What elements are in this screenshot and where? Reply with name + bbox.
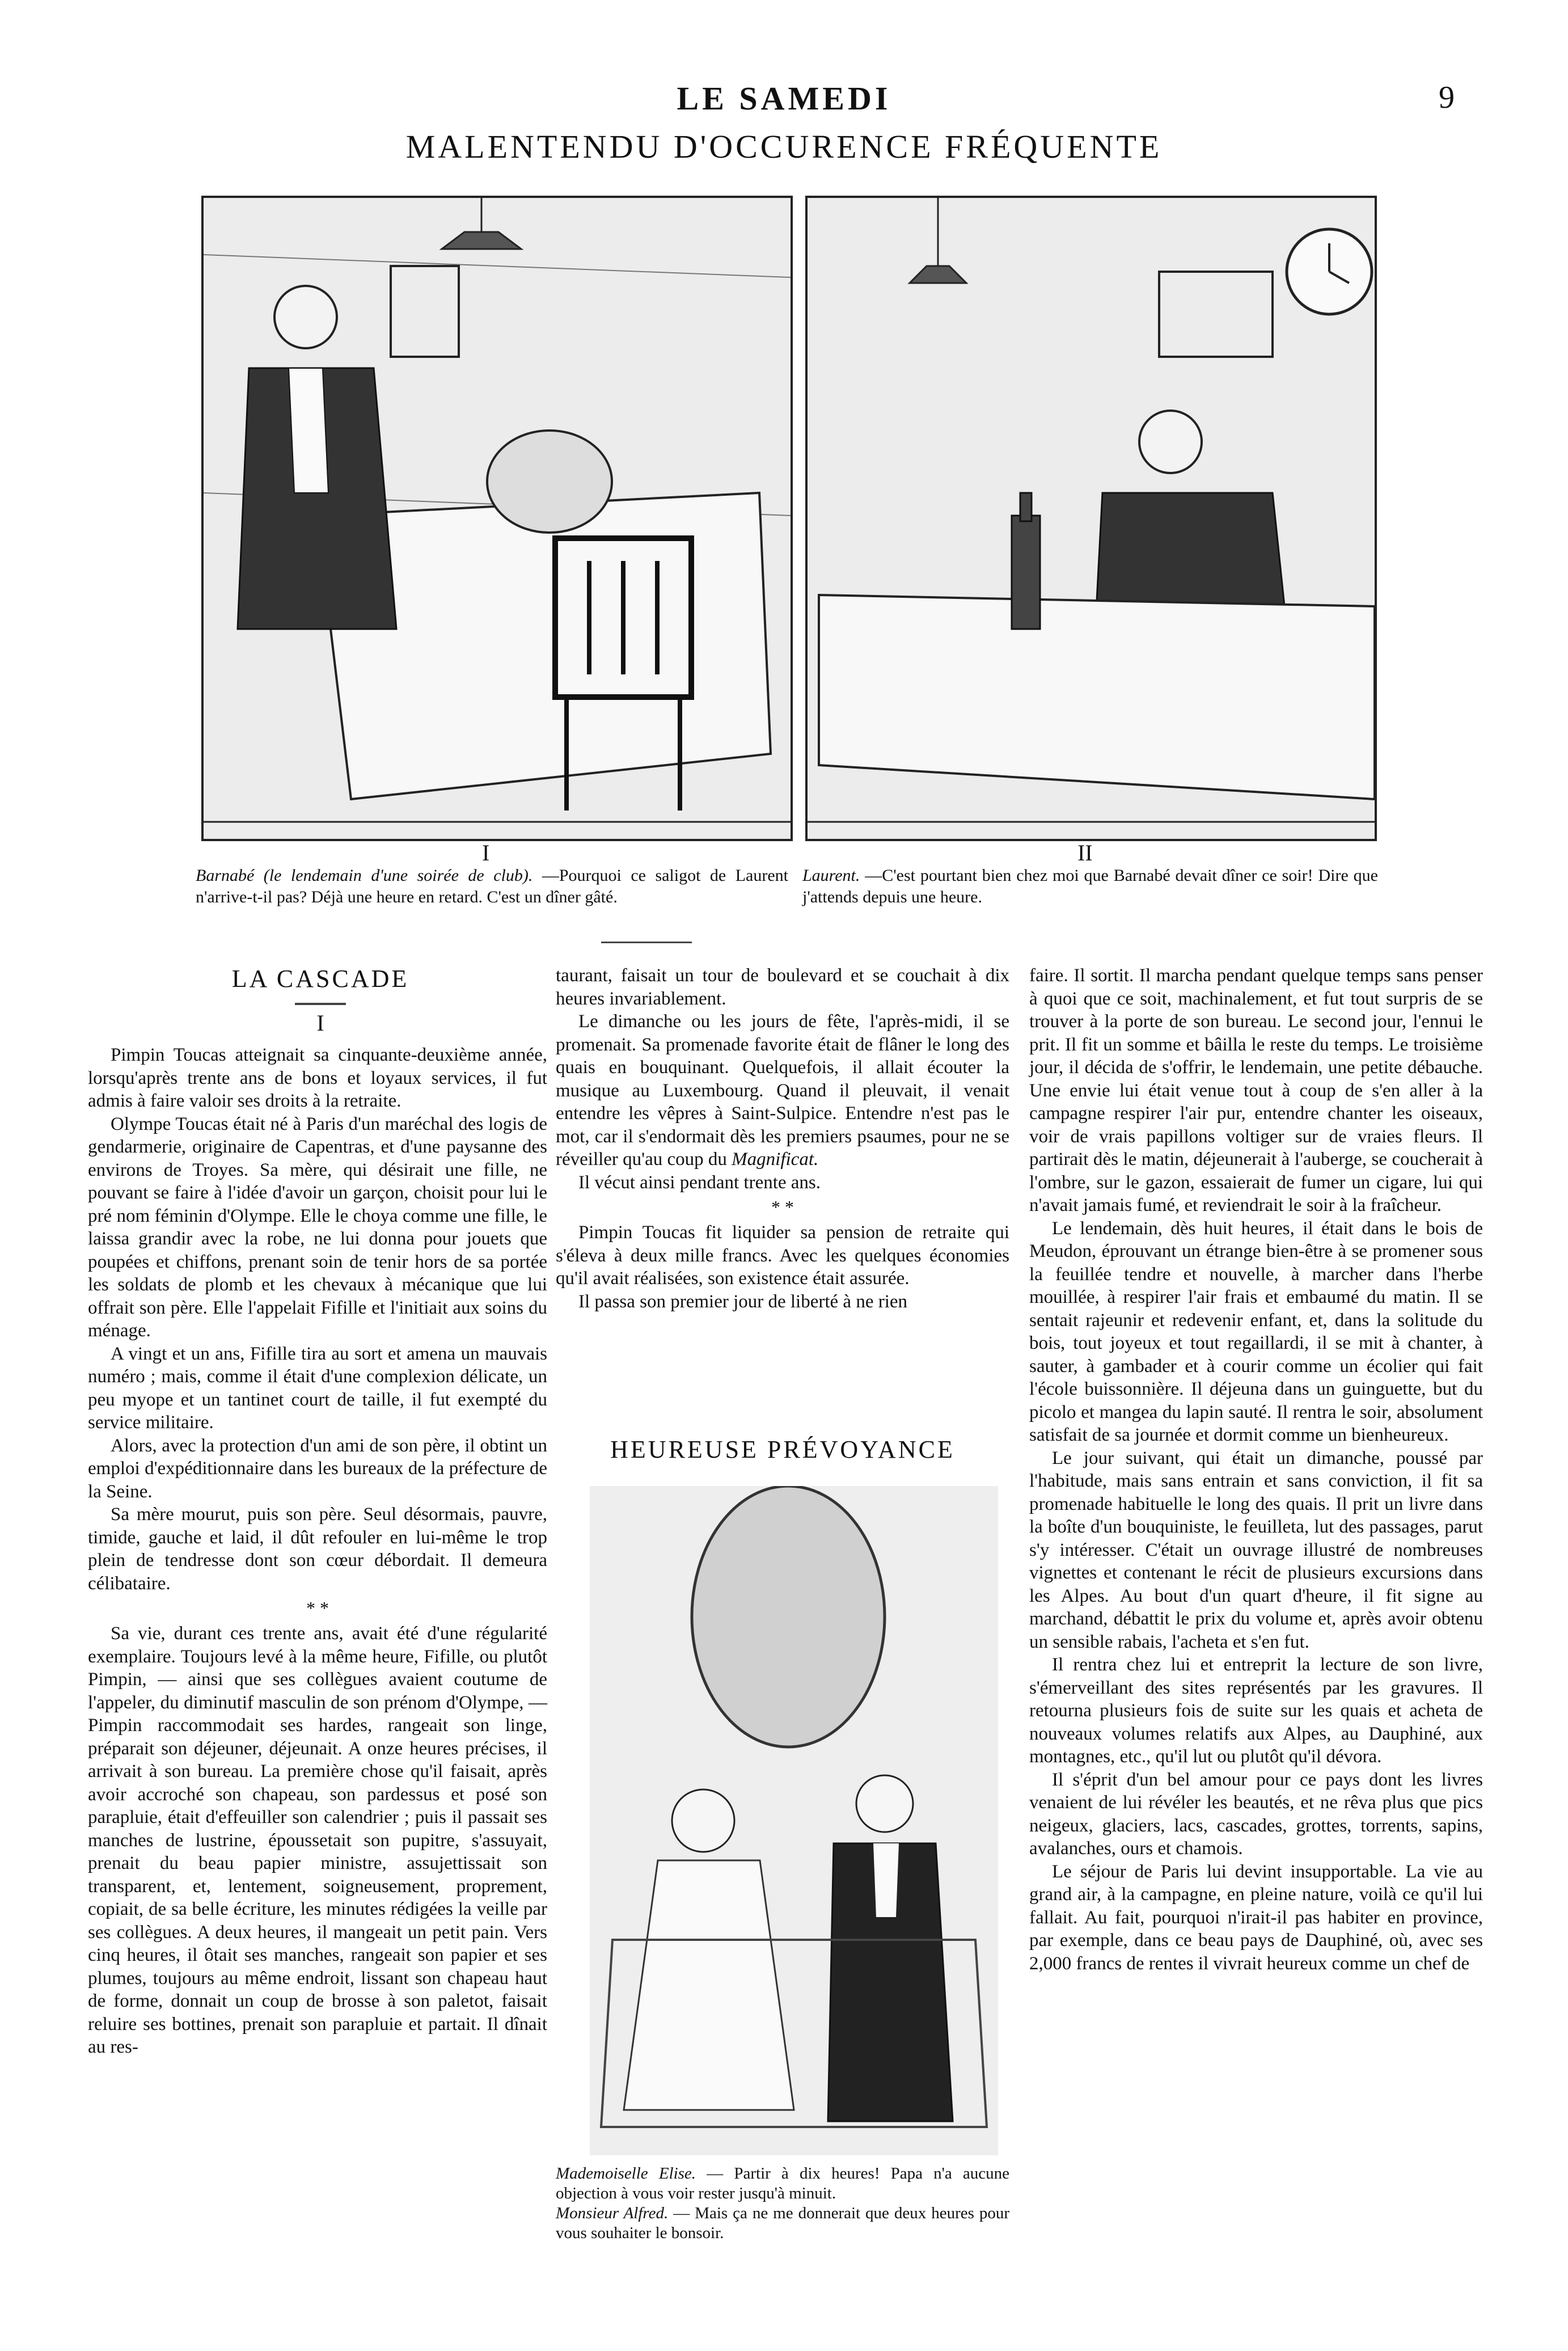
paragraph: Il rentra chez lui et entreprit la lecture de son livre, s'émerveillant des sites représentés par les gravures. Il retourna plusieurs fois de suite sur les quais et acheta de nouveaux volumes relatifs aux Alpes, au Dauphiné, aux montagnes, etc., qu'il lut ou plutôt qu'il dévora. xyxy=(1029,1654,1483,1767)
caption-divider xyxy=(601,942,692,943)
paragraph: Le séjour de Paris lui devint insupportable. La vie au grand air, à la campagne, en pleine nature, voilà ce qu'il lui fallait. Au fait, pourquoi n'irait-il pas habiter en province, par exemple, dans ce beau pays de Dauphiné, où, avec ses 2,000 francs de rentes il vivrait heureux comme un chef de xyxy=(1029,1861,1483,1974)
panel-1-numeral: I xyxy=(482,840,490,866)
cartoon-title: MALENTENDU D'OCCURENCE FRÉQUENTE xyxy=(405,128,1163,165)
illustration-caption xyxy=(556,2164,1009,2243)
paragraph: A vingt et un ans, Fifille tira au sort et amena un mauvais numéro ; mais, comme il était d'une complexion délicate, un peu myope et un tantinet court de taille, il fut exempté du service militaire. xyxy=(88,1343,547,1433)
caption-line-2 xyxy=(556,2204,1009,2243)
paragraph: Alors, avec la protection d'un ami de son père, il obtint un emploi d'expéditionnaire dans les bureaux de la préfecture de la Seine. xyxy=(88,1435,547,1502)
panel-2-speaker: Laurent. xyxy=(802,866,860,885)
paragraph: Il vécut ainsi pendant trente ans. xyxy=(578,1172,821,1193)
section-separator-stars: * * xyxy=(306,1598,329,1618)
dining-scene-left-illustration xyxy=(204,198,791,839)
paragraph: Il passa son premier jour de liberté à ne rien xyxy=(578,1291,908,1312)
paragraph: taurant, faisait un tour de boulevard et se couchait à dix heures invariablement. xyxy=(556,965,1009,1009)
illustration-title: HEUREUSE PRÉVOYANCE xyxy=(610,1436,955,1463)
couple-sofa-illustration xyxy=(590,1486,998,2155)
paragraph: Pimpin Toucas atteignait sa cinquante-deuxième année, lorsqu'après trente ans de bons et loyaux services, il fut admis à faire valoir ses droits à la retraite. xyxy=(88,1045,547,1111)
story-chapter-numeral: I xyxy=(316,1010,324,1036)
story-column-3 xyxy=(1029,964,1483,1975)
paragraph: faire. Il sortit. Il marcha pendant quelque temps sans penser à quoi que ce soit, machinalement, et fut tout surpris de se trouver à la porte de son bureau. Le second jour, l'ennui le prit. Il fit un somme et bâilla le reste du temps. Le troisième jour, il décida de s'offrir, le lendemain, une petite débauche. Une envie lui était venue tout à coup de s'en aller à la campagne respirer l'air pur, entendre chanter les oiseaux, voir de vrais papillons voltiger sur de vraies fleurs. Il partirait dès le matin, déjeunerait à l'auberge, se coucherait à l'ombre, sur le gazon, essaierait de fumer un cigare, lui qui n'avait jamais fumé, et reviendrait le soir à la fraîcheur. xyxy=(1029,965,1483,1215)
dining-scene-right-illustration xyxy=(808,198,1375,839)
paragraph: Sa mère mourut, puis son père. Seul désormais, pauvre, timide, gauche et laid, il dût refouler en lui-même le trop plein de tendresse dont son cœur débordait. Il demeura célibataire. xyxy=(88,1504,547,1594)
paragraph: Le jour suivant, qui était un dimanche, poussé par l'habitude, mais sans entrain et sans conviction, il fit sa promenade habituelle le long des quais. Il prit un livre dans la boîte d'un bouquiniste, le feuilleta, lut des passages, parut s'y intéresser. C'était un ouvrage illustré de nombreuses vignettes et contenant le récit de plusieurs excursions dans les Alpes. Au bout d'un quart d'heure, il fit signe au marchand, débattit le prix du volume et, après avoir obtenu un sensible rabais, l'acheta et s'en fut. xyxy=(1029,1447,1483,1652)
paragraph-text: Le dimanche ou les jours de fête, l'après-midi, il se promenait. Sa promenade favorite était de flâner le long des quais en bouquinant. Quelquefois, il allait écouter la musique au Luxembourg. Quand il pleuvait, il venait entendre les vêpres à Saint-Sulpice. Entendre n'est pas le mot, car il s'endormait dès les premiers psaumes, pour ne se réveiller qu'au coup du xyxy=(556,1011,1009,1170)
story-column-2 xyxy=(556,964,1009,1313)
story-column-1 xyxy=(88,1044,547,2059)
panel-2-caption xyxy=(802,865,1378,908)
cartoon-panel-2 xyxy=(805,196,1377,841)
cartoon-panel-1 xyxy=(201,196,793,841)
caption-line-1 xyxy=(556,2164,1009,2204)
magnificat-italic: Magnificat. xyxy=(732,1149,819,1170)
heureuse-prevoyance-illustration xyxy=(590,1486,998,2155)
panel-1-caption xyxy=(196,865,788,908)
paragraph: Pimpin Toucas fit liquider sa pension de retraite qui s'éleva à deux mille francs. Avec les quelques économies qu'il avait réalisées, son existence était assurée. xyxy=(556,1222,1009,1289)
panel-1-speaker: Barnabé (le lendemain d'une soirée de club). xyxy=(196,866,533,885)
paragraph: Le lendemain, dès huit heures, il était dans le bois de Meudon, éprouvant un étrange bien-être à se promener sous la feuillée tendre et nouvelle, à marcher dans l'herbe mouillée, à respirer l'air frais et embaumé du matin. Il se sentait rajeunir et redevenir enfant, et, dans la solitude du bois, tout joyeux et tout regaillardi, il se mit à chanter, à sauter, à gambader et à courir comme un écolier qui fait l'école buissonnière. Il déjeuna dans un guinguette, but du picolo et mangea du lapin sauté. Il rentra le soir, absolument satisfait de sa journée et dormit comme un bienheureux. xyxy=(1029,1218,1483,1445)
story-title-rule xyxy=(295,1003,346,1005)
caption-2-text: — Mais ça ne me donnerait que deux heures pour vous souhaiter le bonsoir. xyxy=(556,2204,1010,2242)
panel-2-text: —C'est pourtant bien chez moi que Barnabé devait dîner ce soir! Dire que j'attends depuis une heure. xyxy=(802,866,1378,906)
paragraph: Olympe Toucas était né à Paris d'un maréchal des logis de gendarmerie, originaire de Capentras, et d'une paysanne des environs de Troyes. Sa mère, qui désirait une fille, ne pouvant se faire à l'idée d'avoir un garçon, choisit pour lui le pré nom féminin d'Olympe. Elle le choya comme une fille, le laissa grandir avec la robe, ne lui donna pour jouets que poupées et chiffons, prenant soin de tenir hors de sa portée les soldats de plomb et les chevaux à mécanique que lui offrait son père. Elle l'appelait Fifille et l'initiait aux soins du ménage. xyxy=(88,1113,547,1341)
paragraph: Sa vie, durant ces trente ans, avait été d'une régularité exemplaire. Toujours levé à la même heure, Fifille, ou plutôt Pimpin, — ainsi que ses collègues avaient coutume de l'appeler, du diminutif masculin de son prénom d'Olympe, — Pimpin raccommodait ses hardes, rangeait son linge, préparait son déjeuner, déjeunait. A onze heures précises, il arrivait à son bureau. La première chose qu'il faisait, après avoir accroché son chapeau, son pardessus et posé son parapluie, était d'effeuiller son calendrier ; puis il passait ses manches de lustrine, époussetait son pupitre, s'assuyait, prenait du beau papier ministre, assujettissait son transparent, et, lentement, soigneusement, proprement, copiait, de sa belle écriture, les minutes rédigées la veille par ses collègues. A deux heures, il mangeait un petit pain. Vers cinq heures, il ôtait ses manches, rangeait son papier et ses plumes, toujours au même endroit, lissant son chapeau haut de forme, donnait un coup de brosse à son paletot, faisait reluire ses bottines, prenait son parapluie et partait. Il dînait au res- xyxy=(88,1623,547,2057)
caption-1-speaker: Mademoiselle Elise. xyxy=(556,2164,696,2183)
caption-1-text: — Partir à dix heures! Papa n'a aucune objection à vous voir rester jusqu'à minuit. xyxy=(556,2164,1009,2202)
story-title: LA CASCADE xyxy=(231,965,409,993)
newspaper-title: LE SAMEDI xyxy=(677,80,891,117)
section-separator-stars: * * xyxy=(771,1197,794,1217)
caption-2-speaker: Monsieur Alfred. xyxy=(556,2204,669,2222)
panel-2-numeral: II xyxy=(1077,840,1093,866)
paragraph xyxy=(556,1010,1009,1171)
page-number: 9 xyxy=(1439,80,1455,115)
panel-1-text: —Pourquoi ce saligot de Laurent n'arrive-t-il pas? Déjà une heure en retard. C'est un dîner gâté. xyxy=(196,866,788,906)
paragraph: Il s'éprit d'un bel amour pour ce pays dont les livres venaient de lui révéler les beautés, et ne rêva plus que pics neigeux, glaciers, lacs, cascades, grottes, torrents, sapins, avalanches, ours et chamois. xyxy=(1029,1769,1483,1859)
